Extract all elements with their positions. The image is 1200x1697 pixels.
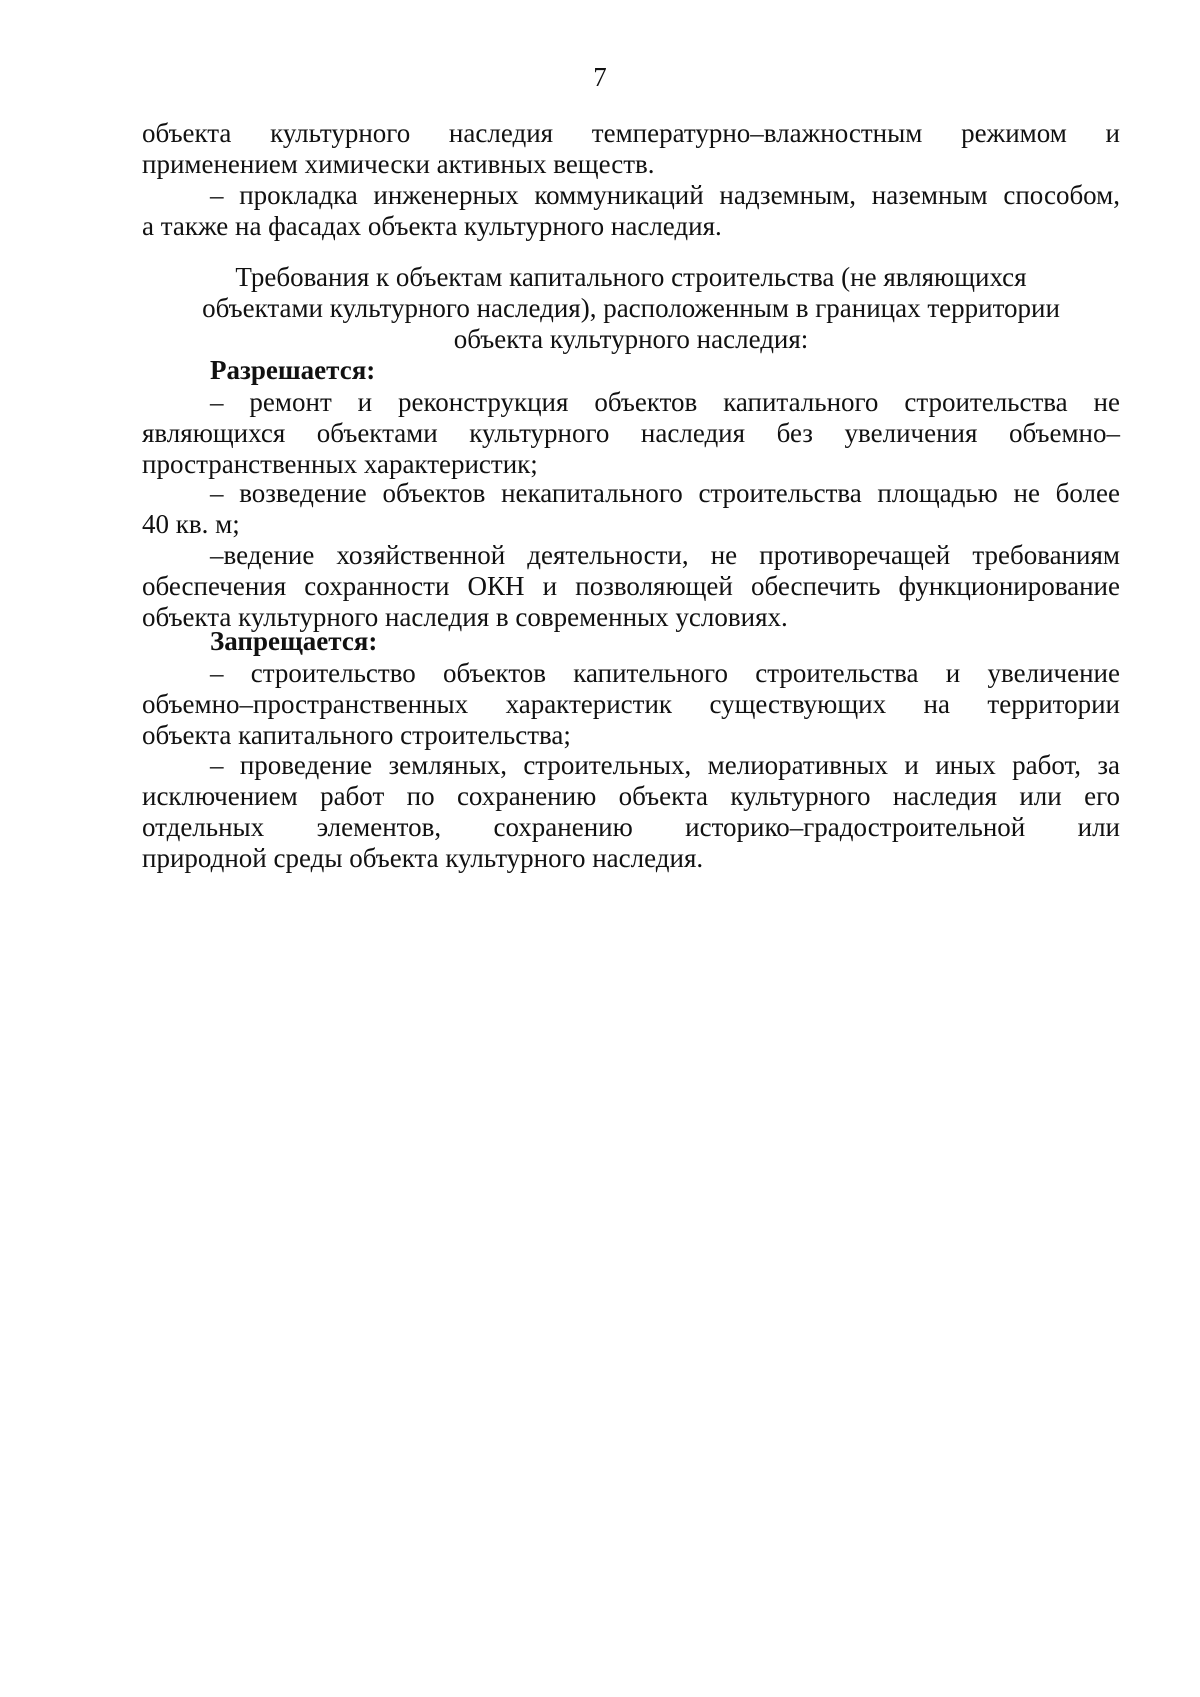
text-line: объемно–пространственных характеристик существующих на территории bbox=[142, 689, 1120, 719]
text-line: природной среды объекта культурного наследия. bbox=[142, 843, 704, 873]
allowed-item-1 bbox=[142, 387, 1120, 480]
text-line: объекта культурного наследия температурно–влажностным режимом и bbox=[142, 118, 1120, 148]
text-line: 40 кв. м; bbox=[142, 509, 240, 539]
text-line: объекта капитального строительства; bbox=[142, 720, 571, 750]
intro-paragraph-2 bbox=[142, 180, 1120, 242]
prohibited-title: Запрещается: bbox=[210, 626, 378, 656]
allowed-section bbox=[142, 355, 1120, 386]
prohibited-section bbox=[142, 626, 1120, 657]
text-line: отдельных элементов, сохранению историко–градостроительной или bbox=[142, 812, 1120, 842]
text-line: – ремонт и реконструкция объектов капитального строительства не bbox=[210, 387, 1120, 417]
intro-paragraph-1 bbox=[142, 118, 1120, 180]
heading-line: объекта культурного наследия: bbox=[453, 324, 809, 354]
text-line: – прокладка инженерных коммуникаций надземным, наземным способом, bbox=[210, 180, 1120, 210]
heading-line: объектами культурного наследия), расположенным в границах территории bbox=[202, 293, 1060, 323]
section-heading bbox=[142, 262, 1120, 355]
prohibited-item-1 bbox=[142, 658, 1120, 751]
text-line: а также на фасадах объекта культурного наследия. bbox=[142, 211, 722, 241]
page-number: 7 bbox=[593, 62, 607, 92]
text-line: пространственных характеристик; bbox=[142, 449, 538, 479]
text-line: – возведение объектов некапитального строительства площадью не более bbox=[210, 478, 1120, 508]
text-line: – проведение земляных, строительных, мелиоративных и иных работ, за bbox=[210, 750, 1120, 780]
text-line: обеспечения сохранности ОКН и позволяющей обеспечить функционирование bbox=[142, 571, 1120, 601]
text-line: – строительство объектов капительного строительства и увеличение bbox=[210, 658, 1120, 688]
text-line: применением химически активных веществ. bbox=[142, 149, 655, 179]
allowed-item-3 bbox=[142, 540, 1120, 633]
prohibited-item-2 bbox=[142, 750, 1120, 874]
text-line: объекта культурного наследия в современных условиях. bbox=[142, 602, 788, 632]
text-line: –ведение хозяйственной деятельности, не противоречащей требованиям bbox=[210, 540, 1120, 570]
text-line: исключением работ по сохранению объекта культурного наследия или его bbox=[142, 781, 1120, 811]
text-line: являющихся объектами культурного наследия без увеличения объемно– bbox=[142, 418, 1120, 448]
allowed-item-2 bbox=[142, 478, 1120, 540]
allowed-title: Разрешается: bbox=[210, 355, 376, 385]
heading-line: Требования к объектам капитального строительства (не являющихся bbox=[235, 262, 1027, 292]
